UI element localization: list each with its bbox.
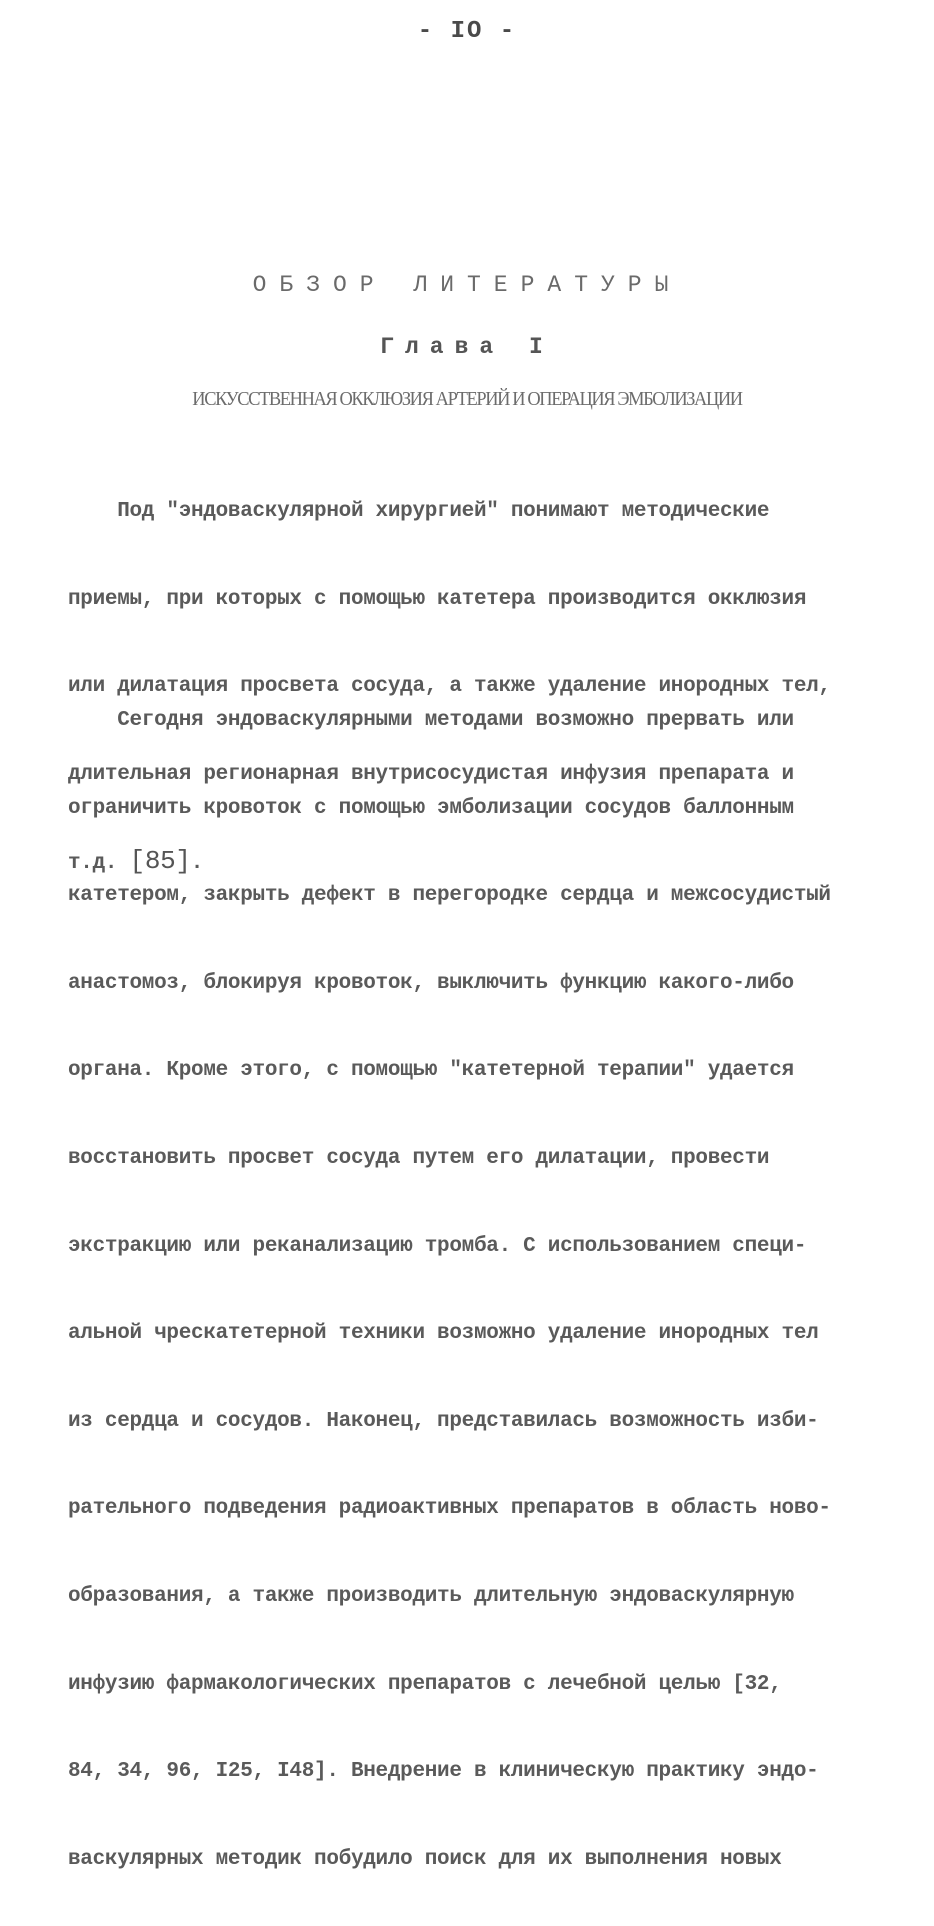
text-line: восстановить просвет сосуда путем его дилатации, провести (68, 1146, 770, 1170)
text-line: Сегодня эндоваскулярными методами возможно прервать или (68, 709, 794, 732)
text-line: приемы, при которых с помощью катетера производится окклюзия (68, 587, 807, 611)
text-line: васкулярных методик побудило поиск для их выполнения новых (68, 1847, 782, 1871)
text-line: длительная регионарная внутрисосудистая инфузия препарата и (68, 762, 794, 786)
text-line-end: . (190, 852, 204, 876)
text-line: альной чрескатетерной техники возможно удаление инородных тел (68, 1322, 819, 1346)
text-line: 84, 34, 96, I25, I48]. Внедрение в клиническую практику эндо- (68, 1760, 819, 1784)
chapter-label: Глава I (380, 334, 554, 360)
text-line: Под "эндоваскулярной хирургией" понимают методические (68, 500, 770, 523)
text-line: рательного подведения радиоактивных препаратов в область ново- (68, 1497, 831, 1521)
chapter-title: ИСКУССТВЕННАЯ ОККЛЮЗИЯ АРТЕРИЙ И ОПЕРАЦИЯ ЭМБОЛИЗАЦИИ (192, 388, 742, 410)
paragraph-2 (68, 654, 868, 1926)
citation: [85] (129, 846, 191, 877)
text-line: ограничить кровоток с помощью эмболизации сосудов баллонным (68, 796, 794, 820)
text-line: анастомоз, блокируя кровоток, выключить функцию какого-либо (68, 971, 794, 995)
text-line: инфузию фармакологических препаратов с лечебной целью [32, (68, 1672, 782, 1696)
text-line-start: т.д. (68, 852, 130, 876)
text-line: или дилатация просвета сосуда, а также удаление инородных тел, (68, 675, 831, 699)
section-title: ОБЗОР ЛИТЕРАТУРЫ (252, 272, 682, 298)
page-number: - IO - (417, 18, 517, 45)
text-line: экстракцию или реканализацию тромба. С использованием специ- (68, 1234, 807, 1258)
text-line: органа. Кроме этого, с помощью "катетерной терапии" удается (68, 1059, 794, 1083)
text-line: образования, а также производить длительную эндоваскулярную (68, 1584, 794, 1608)
text-line: из сердца и сосудов. Наконец, представилась возможность изби- (68, 1409, 819, 1433)
text-line: катетером, закрыть дефект в перегородке сердца и межсосудистый (68, 884, 831, 908)
